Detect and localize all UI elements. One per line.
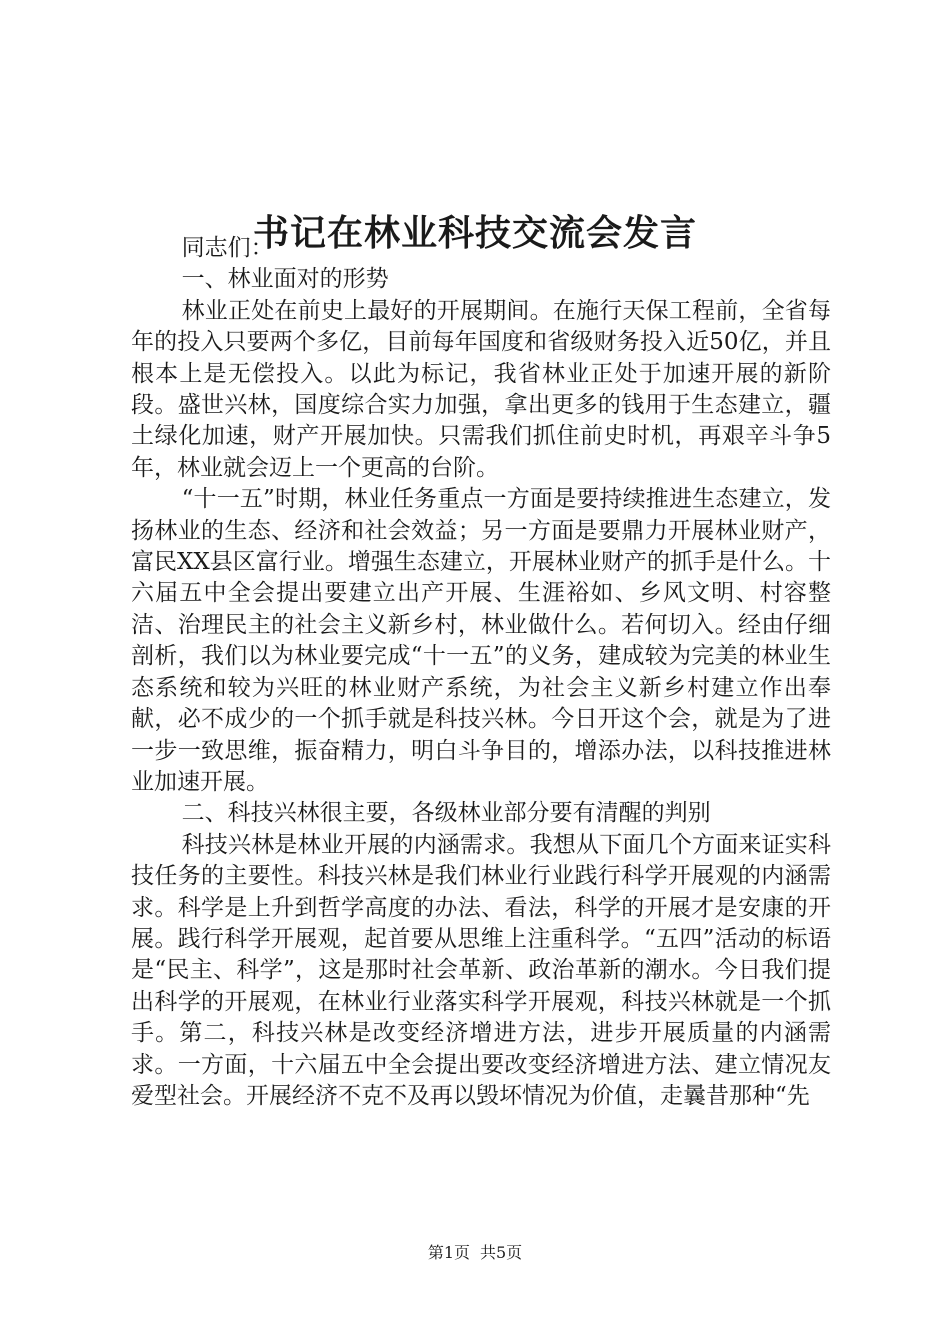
document-body [131, 233, 831, 1112]
salutation: 同志们： [181, 235, 274, 261]
section-heading-1: 一、林业面对的形势 [181, 266, 389, 293]
page-number: 第1页 [427, 1243, 470, 1262]
page-total: 共5页 [480, 1243, 523, 1262]
page-footer [0, 1242, 950, 1264]
body-paragraph: 林业正处在前史上最好的开展期间。在施行天保工程前，全省每年的投入只要两个多亿，目前每年国度和省级财务投入近50亿，并且根本上是无偿投入。以此为标记，我省林业正处于加速开展的新阶段。盛世兴林，国度综合实力加强，拿出更多的钱用于生态建立，疆土绿化加速，财产开展加快。只需我们抓住前史时机，再艰辛斗争5年，林业就会迈上一个更高的台阶。 [131, 297, 831, 481]
body-paragraph: 科技兴林是林业开展的内涵需求。我想从下面几个方面来证实科技任务的主要性。科技兴林是我们林业行业践行科学开展观的内涵需求。科学是上升到哲学高度的办法、看法，科学的开展才是安康的开展。践行科学开展观，起首要从思维上注重科学。“五四”活动的标语是“民主、科学”，这是那时社会革新、政治革新的潮水。今日我们提出科学的开展观，在林业行业落实科学开展观，科技兴林就是一个抓手。第二，科技兴林是改变经济增进方法，进步开展质量的内涵需求。一方面，十六届五中全会提出要改变经济增进方法、建立情况友爱型社会。开展经济不克不及再以毁坏情况为价值，走曩昔那种“先 [131, 831, 831, 1109]
document-title: 书记在林业科技交流会发言 [252, 212, 697, 255]
body-paragraph: “十一五”时期，林业任务重点一方面是要持续推进生态建立，发扬林业的生态、经济和社会效益；另一方面是要鼎力开展林业财产，富民XX县区富行业。增强生态建立，开展林业财产的抓手是什么。十六届五中全会提出要建立出产开展、生涯裕如、乡风文明、村容整洁、治理民主的社会主义新乡村，林业做什么。若何切入。经由仔细剖析，我们以为林业要完成“十一五”的义务，建成较为完美的林业生态系统和较为兴旺的林业财产系统，为社会主义新乡村建立作出奉献，必不成少的一个抓手就是科技兴林。今日开这个会，就是为了进一步一致思维，振奋精力，明白斗争目的，增添办法，以科技推进林业加速开展。 [131, 486, 831, 795]
section-heading-2: 二、科技兴林很主要，各级林业部分要有清醒的判别 [181, 800, 711, 827]
